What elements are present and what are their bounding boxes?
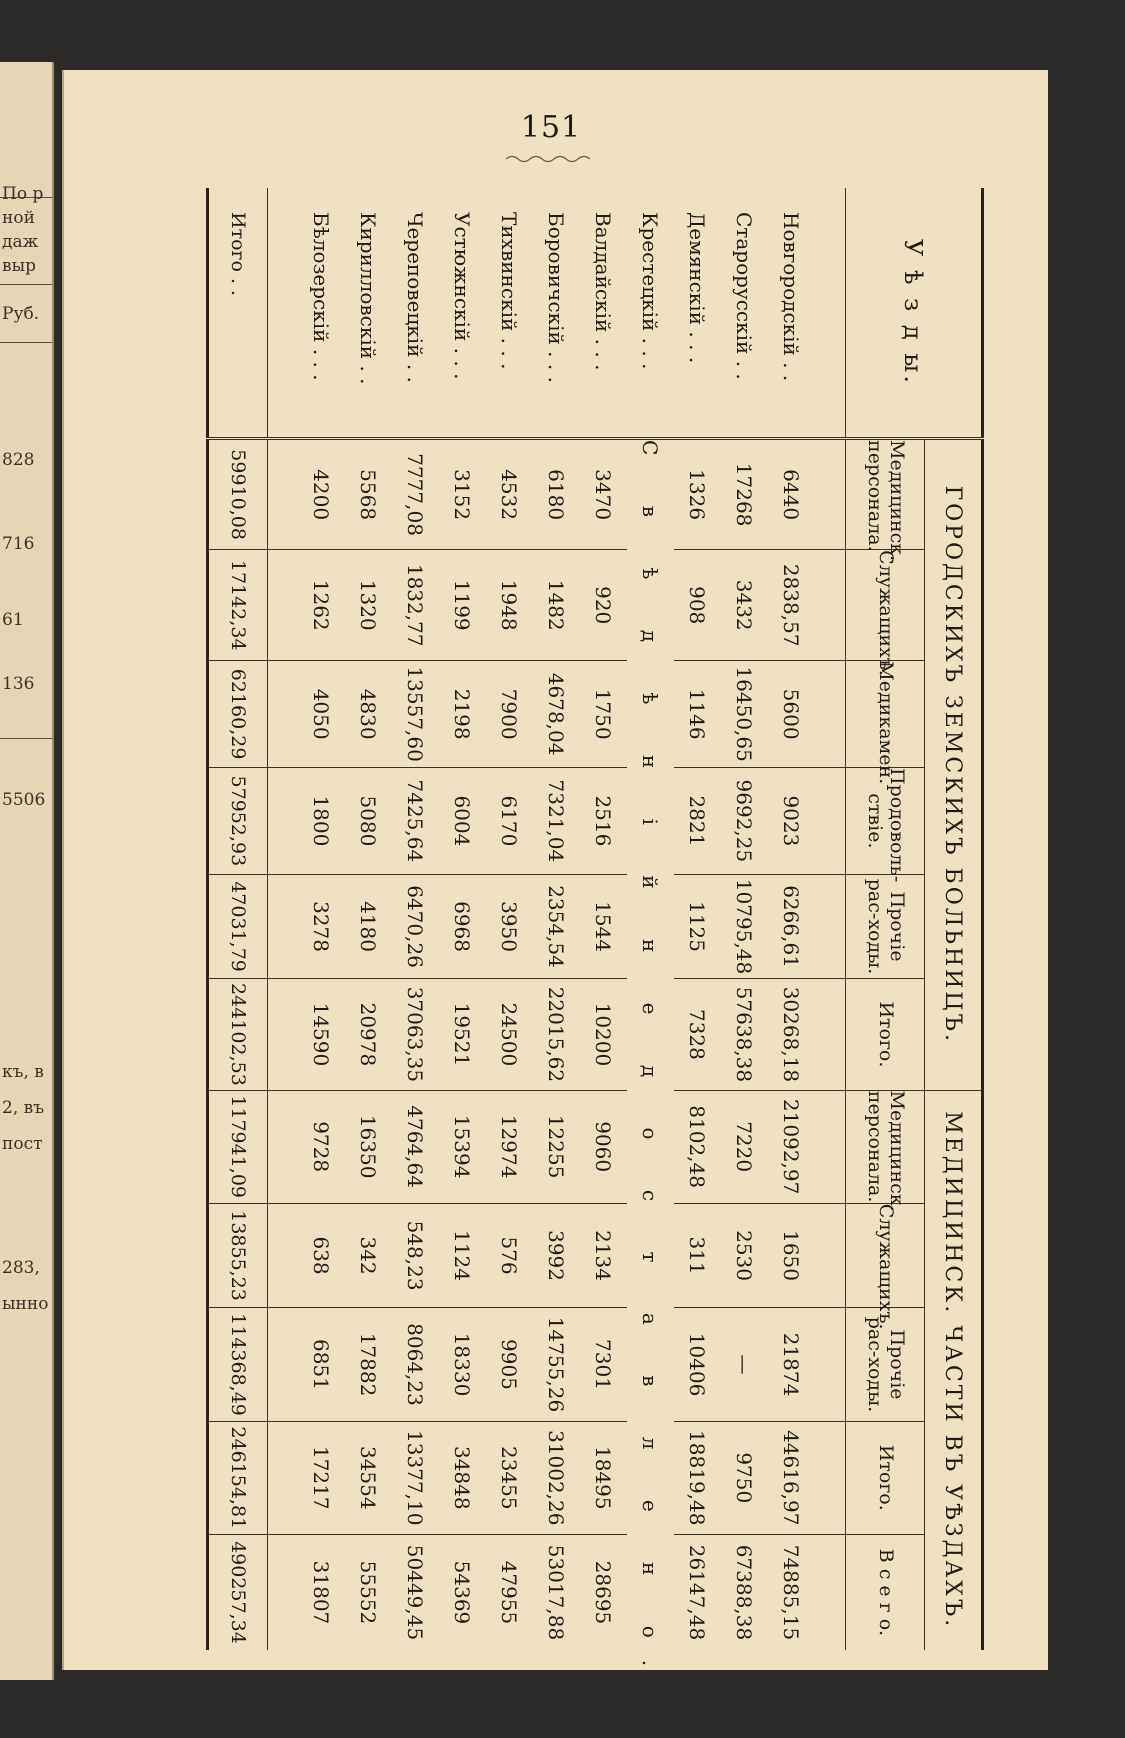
cell: 1199 [439,550,486,661]
total-cell: 57952,93 [208,768,268,875]
cell: 5600 [768,661,815,768]
col-header-servants: Служащихъ. [846,550,925,661]
cell: 1482 [533,550,580,661]
cell: 2838,57 [768,550,815,661]
uezd-name: Боровичскій . . . [533,188,580,439]
cell: 7220 [721,1090,768,1203]
cell: 12255 [533,1090,580,1203]
cell: 4532 [486,439,533,550]
col-header-provisions: Продоволь-ствіе. [846,768,925,875]
cell: 9692,25 [721,768,768,875]
cell: 13557,60 [392,661,439,768]
cell: 2354,54 [533,874,580,979]
table-body [208,188,846,1689]
cell: 20978 [345,979,392,1090]
table-row [486,188,533,1650]
cell: 5080 [345,768,392,875]
cell: 44616,97 [768,1421,815,1534]
cell: 47955 [497,1560,522,1625]
cell: 21092,97 [768,1090,815,1203]
cell: 10406 [674,1308,721,1421]
col-header-med-staff-uezd: Медицинск. персонала. [846,1090,925,1203]
cell: 4180 [345,874,392,979]
cell: 311 [674,1203,721,1308]
total-label: Итого . . [208,188,268,439]
cell: 3432 [721,550,768,661]
cell: 7425,64 [392,768,439,875]
cell: 1800 [298,768,345,875]
cell: 1544 [580,874,627,979]
cell: 3950 [486,874,533,979]
uezd-name: Тихвинскій . . . [486,188,533,439]
cell: 1326 [674,439,721,550]
col-header-servants-uezd: Служащихъ. [846,1203,925,1308]
uezd-name: Крестецкій . . . [627,188,674,439]
expense-table [206,188,984,1689]
cell: 908 [674,550,721,661]
total-cell: 114368,49 [208,1308,268,1421]
cell: 9060 [580,1090,627,1203]
cell: 9023 [768,768,815,875]
col-header-subtotal: Итого. [846,979,925,1090]
uezd-column-header: У ѣ з д ы. [846,188,983,439]
table-row [674,188,721,1650]
left-page-fragment: По р [2,184,44,204]
cell: 7321,04 [533,768,580,875]
total-cell: 47031,79 [208,874,268,979]
left-page-fragment: 2, въ [2,1098,45,1118]
cell: 3278 [298,874,345,979]
uezd-name: Устюжнскій . . . [439,188,486,439]
cell: 23455 [486,1421,533,1534]
col-header-medicines: Медикамен. [846,661,925,768]
left-page-fragment: 283, [2,1258,40,1278]
total-cell: 17142,34 [208,550,268,661]
col-header-subtotal-uezd: Итого. [846,1421,925,1534]
table-row [721,188,768,1650]
table-row [298,188,345,1650]
cell: 6440 [768,439,815,550]
rotated-table-stage [74,188,984,1689]
left-page-fragment: пост [2,1134,43,1154]
cell: 7900 [486,661,533,768]
cell: 18330 [439,1308,486,1421]
cell: 8102,48 [674,1090,721,1203]
uezd-name: Валдайскій . . . [580,188,627,439]
table-row [392,188,439,1650]
total-cell: 13855,23 [208,1203,268,1308]
cell: 1146 [674,661,721,768]
cell: 9728 [298,1090,345,1203]
cell: 3470 [580,439,627,550]
section-medical-header: МЕДИЦИНСК. ЧАСТИ ВЪ УѢЗДАХЪ. [925,1090,983,1650]
cell: 16450,65 [721,661,768,768]
cell: 17217 [298,1421,345,1534]
cell: 6266,61 [768,874,815,979]
cell: 10795,48 [721,874,768,979]
cell: 9905 [486,1308,533,1421]
cell: 2134 [580,1203,627,1308]
left-page-rule [0,342,52,343]
table-row [439,188,486,1650]
cell: 1750 [580,661,627,768]
left-page-fragment: 136 [2,674,35,694]
cell: 6180 [533,439,580,550]
no-data-note: С в ѣ д ѣ н і й н е д о с т а в л е н о. [638,440,663,1689]
table-row [768,188,815,1650]
cell: 4050 [298,661,345,768]
cell: 31807 [309,1560,334,1625]
cell: 342 [345,1203,392,1308]
uezd-name: Новгородскій . . [768,188,815,439]
cell: 30268,18 [768,979,815,1090]
cell: 14590 [298,979,345,1090]
cell: 1125 [674,874,721,979]
cell: 15394 [439,1090,486,1203]
cell: 12974 [486,1090,533,1203]
total-cell: 59910,08 [208,439,268,550]
uezd-name: Череповецкій . . [392,188,439,439]
cell: 7777,08 [392,439,439,550]
page-number: 151 [520,110,582,145]
cell: 17882 [345,1308,392,1421]
left-page-fragment: 716 [2,534,35,554]
left-page-edge [0,62,54,1680]
uezd-name: Бѣлозерскій . . . [298,188,345,439]
section-hospitals-header: ГОРОДСКИХЪ ЗЕМСКИХЪ БОЛЬНИЦЪ. [925,439,983,1090]
cell: 3992 [533,1203,580,1308]
cell: 920 [580,550,627,661]
total-cell: 490257,34 [208,1534,268,1650]
cell: 67388,38 [732,1544,757,1641]
cell: — [721,1308,768,1421]
cell: 7301 [580,1308,627,1421]
cell: 6170 [486,768,533,875]
cell: 50449,45 [403,1544,428,1641]
cell: 7328 [674,979,721,1090]
col-header-other-uezd: Прочіе рас-ходы. [846,1308,925,1421]
cell: 2516 [580,768,627,875]
cell: 2821 [674,768,721,875]
table-row [627,188,674,1650]
total-cell: 244102,53 [208,979,268,1090]
uezd-name: Кирилловскій . . [345,188,392,439]
cell: 9750 [721,1421,768,1534]
cell: 548,23 [392,1203,439,1308]
left-page-fragment: 828 [2,450,35,470]
total-cell: 246154,81 [208,1421,268,1534]
cell: 576 [486,1203,533,1308]
cell: 2530 [721,1203,768,1308]
total-cell: 62160,29 [208,661,268,768]
page [62,70,1048,1689]
col-header-med-staff: Медицинск. персонала. [846,439,925,550]
cell: 6968 [439,874,486,979]
left-page-fragment: Руб. [2,304,40,324]
cell: 24500 [486,979,533,1090]
cell: 3152 [439,439,486,550]
cell: 37063,35 [392,979,439,1090]
cell: 74885,15 [779,1544,804,1641]
cell: 16350 [345,1090,392,1203]
cell: 21874 [768,1308,815,1421]
rotated-table-wrapper [74,188,984,1689]
cell: 17268 [721,439,768,550]
cell: 13377,10 [392,1421,439,1534]
left-page-rule [0,738,52,739]
cell: 18819,48 [674,1421,721,1534]
cell: 53017,88 [544,1544,569,1641]
total-row [208,188,268,1650]
cell: 1320 [345,550,392,661]
left-page-fragment: даж [2,232,39,252]
cell: 54369 [450,1560,475,1625]
total-cell: 117941,09 [208,1090,268,1203]
cell: 6851 [298,1308,345,1421]
left-page-fragment: ной [2,208,35,228]
uezd-name: Старорусскій . . [721,188,768,439]
cell: 1948 [486,550,533,661]
cell: 4678,04 [533,661,580,768]
left-page-rule [0,284,52,285]
left-page-fragment: къ, в [2,1062,44,1082]
uezd-name: Демянскій . . . [674,188,721,439]
left-page-fragment: 61 [2,610,24,630]
cell: 19521 [439,979,486,1090]
cell: 1832,77 [392,550,439,661]
table-row [533,188,580,1650]
table-row [345,188,392,1650]
cell: 57638,38 [721,979,768,1090]
cell: 638 [298,1203,345,1308]
cell: 6004 [439,768,486,875]
cell: 8064,23 [392,1308,439,1421]
cell: 2198 [439,661,486,768]
left-page-fragment: 5506 [2,790,46,810]
cell: 55552 [356,1560,381,1625]
cell: 5568 [345,439,392,550]
cell: 6470,26 [392,874,439,979]
left-page-fragment: ынно [2,1294,49,1314]
cell: 4830 [345,661,392,768]
cell: 31002,26 [533,1421,580,1534]
cell: 10200 [580,979,627,1090]
cell: 4200 [298,439,345,550]
cell: 1262 [298,550,345,661]
col-header-grand-total: В с е г о. [846,1534,925,1650]
cell: 34554 [345,1421,392,1534]
page-number-ornament [504,154,598,164]
cell: 1650 [768,1203,815,1308]
cell: 26147,48 [685,1544,710,1641]
left-page-fragment: выр [2,256,36,276]
cell: 14755,26 [533,1308,580,1421]
cell: 1124 [439,1203,486,1308]
cell: 28695 [591,1560,616,1625]
cell: 18495 [580,1421,627,1534]
cell: 34848 [439,1421,486,1534]
col-header-other: Прочіе рас-ходы. [846,874,925,979]
table-row [580,188,627,1650]
cell: 22015,62 [533,979,580,1090]
cell: 4764,64 [392,1090,439,1203]
